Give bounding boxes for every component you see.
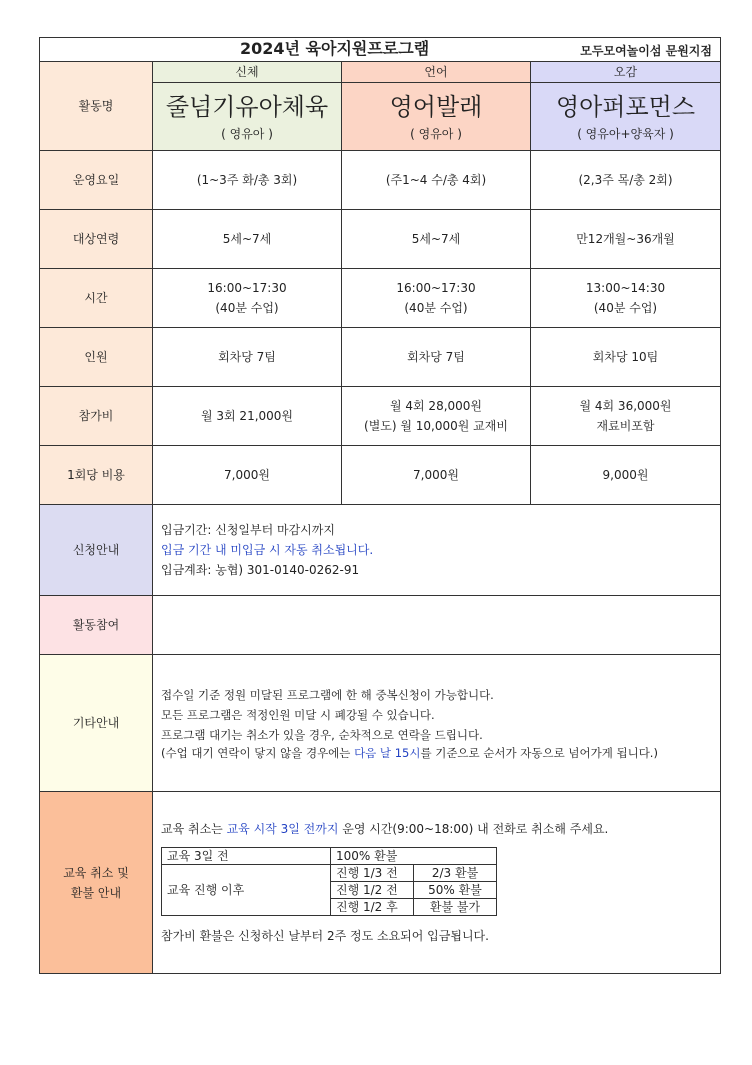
time-row bbox=[40, 269, 721, 328]
per-session-cell: 9,000원 bbox=[531, 446, 721, 505]
fee-note: (별도) 월 10,000원 교재비 bbox=[364, 419, 508, 433]
page-title: 2024년 육아지원프로그램 bbox=[240, 39, 430, 58]
row-label-apply: 신청안내 bbox=[40, 505, 153, 596]
bank-account: 입금계좌: 농협) 301-0140-0262-91 bbox=[161, 563, 360, 577]
class-duration: (40분 수업) bbox=[404, 301, 468, 315]
fee-cell bbox=[153, 387, 342, 446]
day-row bbox=[40, 151, 721, 210]
program-cell-1 bbox=[153, 83, 342, 151]
auto-cancel-notice: 입금 기간 내 미입금 시 자동 취소됩니다. bbox=[161, 543, 374, 557]
cancel-deadline: 교육 취소는 교육 시작 3일 전까지 운영 시간(9:00~18:00) 내 전화로 취소해 주세요. bbox=[161, 822, 609, 836]
fee-note: 재료비포함 bbox=[596, 419, 655, 433]
people-row bbox=[40, 328, 721, 387]
refund-before-label: 교육 3일 전 bbox=[162, 848, 331, 865]
day-cell: (주1~4 수/총 4회) bbox=[342, 151, 531, 210]
per-session-cell: 7,000원 bbox=[153, 446, 342, 505]
refund-rate: 환불 불가 bbox=[414, 899, 497, 916]
age-row bbox=[40, 210, 721, 269]
apply-info bbox=[153, 505, 721, 596]
row-label-participate: 활동참여 bbox=[40, 596, 153, 655]
age-cell: 5세~7세 bbox=[153, 210, 342, 269]
fee-amount: 월 3회 21,000원 bbox=[200, 409, 294, 423]
fee-amount: 월 4회 36,000원 bbox=[579, 399, 672, 413]
age-cell: 5세~7세 bbox=[342, 210, 531, 269]
category-physical: 신체 bbox=[153, 62, 342, 83]
cancel-row bbox=[40, 792, 721, 974]
time-cell bbox=[531, 269, 721, 328]
people-cell: 회차당 7팀 bbox=[153, 328, 342, 387]
cancel-info bbox=[153, 792, 721, 974]
category-senses: 오감 bbox=[531, 62, 721, 83]
etc-line: 모든 프로그램은 적정인원 미달 시 폐강될 수 있습니다. bbox=[161, 707, 435, 722]
row-label-etc: 기타안내 bbox=[40, 655, 153, 792]
refund-table bbox=[161, 847, 497, 916]
program-cell-3 bbox=[531, 83, 721, 151]
program-table bbox=[39, 37, 721, 974]
fee-row bbox=[40, 387, 721, 446]
etc-line: 프로그램 대기는 취소가 있을 경우, 순차적으로 연락을 드립니다. bbox=[161, 727, 483, 742]
refund-stage: 진행 1/2 후 bbox=[331, 899, 414, 916]
program-sheet bbox=[39, 37, 720, 974]
fee-cell bbox=[342, 387, 531, 446]
program-target: ( 영유아 ) bbox=[410, 126, 462, 141]
title-row bbox=[40, 38, 721, 62]
class-duration: (40분 수업) bbox=[593, 301, 658, 315]
etc-row bbox=[40, 655, 721, 792]
refund-period-note: 참가비 환불은 신청하신 날부터 2주 정도 소요되어 입금됩니다. bbox=[161, 929, 489, 943]
refund-rate: 50% 환불 bbox=[414, 882, 497, 899]
category-language: 언어 bbox=[342, 62, 531, 83]
row-label-fee: 참가비 bbox=[40, 387, 153, 446]
etc-line: 접수일 기준 정원 미달된 프로그램에 한 해 중복신청이 가능합니다. bbox=[161, 687, 494, 702]
program-name: 줄넘기유아체육 bbox=[165, 92, 329, 121]
row-label-people: 인원 bbox=[40, 328, 153, 387]
time-range: 16:00~17:30 bbox=[396, 281, 476, 295]
program-target: ( 영유아 ) bbox=[221, 126, 273, 141]
apply-row bbox=[40, 505, 721, 596]
fee-cell bbox=[531, 387, 721, 446]
people-cell: 회차당 10팀 bbox=[531, 328, 721, 387]
time-cell bbox=[153, 269, 342, 328]
category-row bbox=[40, 62, 721, 83]
per-session-cell: 7,000원 bbox=[342, 446, 531, 505]
apply-period: 입금기간: 신청일부터 마감시까지 bbox=[161, 523, 335, 537]
org-name: 모두모여놀이섬 문원지점 bbox=[580, 44, 712, 58]
etc-info bbox=[153, 655, 721, 792]
refund-stage: 진행 1/3 전 bbox=[331, 865, 414, 882]
etc-line: (수업 대기 연락이 닿지 않을 경우에는 다음 날 15시를 기준으로 순서가 자동으로 넘어가게 됩니다.) bbox=[161, 745, 658, 760]
day-cell: (2,3주 목/총 2회) bbox=[531, 151, 721, 210]
class-duration: (40분 수업) bbox=[215, 301, 279, 315]
day-cell: (1~3주 화/총 3회) bbox=[153, 151, 342, 210]
row-label-per-session: 1회당 비용 bbox=[40, 446, 153, 505]
row-label-day: 운영요일 bbox=[40, 151, 153, 210]
fee-amount: 월 4회 28,000원 bbox=[389, 399, 483, 413]
program-name: 영아퍼포먼스 bbox=[555, 92, 696, 121]
people-cell: 회차당 7팀 bbox=[342, 328, 531, 387]
row-label-cancel: 교육 취소 및 환불 안내 bbox=[40, 792, 153, 974]
age-cell: 만12개월~36개월 bbox=[531, 210, 721, 269]
program-name: 영어발래 bbox=[389, 92, 483, 121]
per-session-row bbox=[40, 446, 721, 505]
refund-rate: 2/3 환불 bbox=[414, 865, 497, 882]
time-range: 13:00~14:30 bbox=[585, 281, 666, 295]
row-label-age: 대상연령 bbox=[40, 210, 153, 269]
time-cell bbox=[342, 269, 531, 328]
refund-after-label: 교육 진행 이후 bbox=[162, 865, 331, 916]
refund-stage: 진행 1/2 전 bbox=[331, 882, 414, 899]
program-target: ( 영유아+양육자 ) bbox=[577, 126, 674, 141]
participate-row bbox=[40, 596, 721, 655]
program-cell-2 bbox=[342, 83, 531, 151]
row-label-time: 시간 bbox=[40, 269, 153, 328]
time-range: 16:00~17:30 bbox=[207, 281, 287, 295]
row-label-activity: 활동명 bbox=[40, 62, 153, 151]
participate-cell bbox=[153, 596, 721, 655]
refund-before-value: 100% 환불 bbox=[331, 848, 497, 865]
